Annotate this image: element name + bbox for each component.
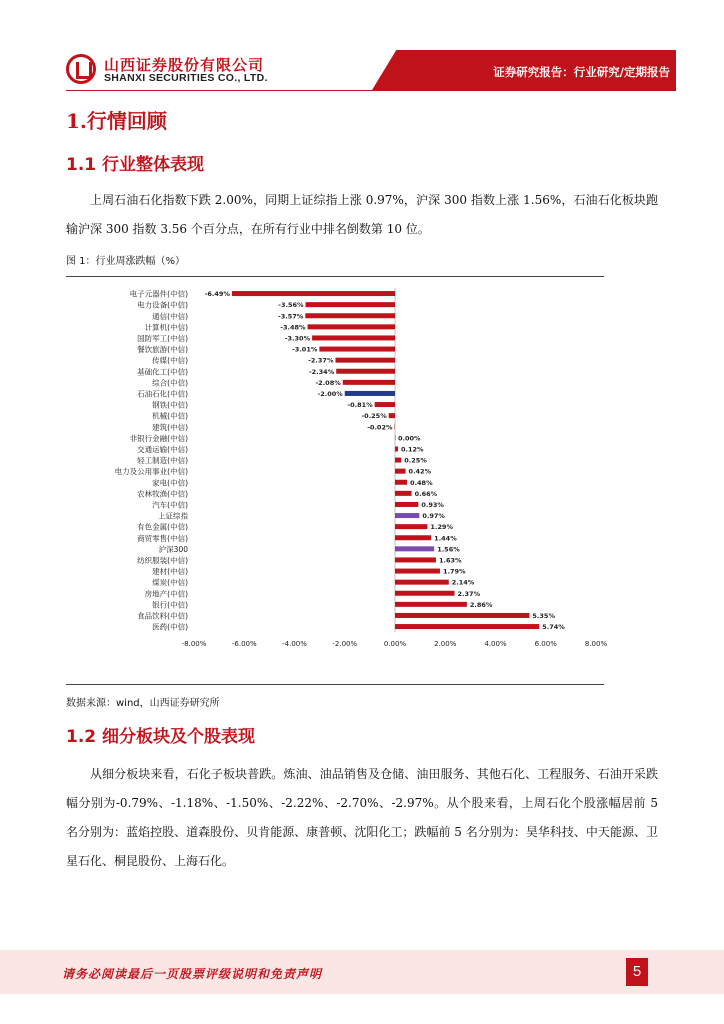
- figure-title: 图 1：行业周涨跌幅（%）: [66, 256, 186, 267]
- figure-bottom-rule: [66, 684, 604, 685]
- chart-category-label: 国防军工(中信): [137, 333, 188, 343]
- company-logo-icon: [66, 54, 96, 84]
- chart-bar: [306, 302, 395, 307]
- chart-category-label: 银行(中信): [152, 600, 188, 610]
- chart-category-label: 轻工制造(中信): [137, 456, 188, 466]
- chart-bar: [389, 413, 395, 418]
- chart-x-tick-label: 6.00%: [534, 640, 557, 649]
- chart-value-label: 1.79%: [442, 567, 466, 576]
- chart-x-tick-label: 8.00%: [584, 640, 608, 649]
- chart-value-label: -3.30%: [284, 334, 311, 343]
- chart-bar: [308, 324, 395, 329]
- chart-value-labels: [205, 290, 566, 631]
- chart-x-tick-label: 2.00%: [434, 640, 457, 649]
- chart-category-label: 机械(中信): [152, 411, 188, 421]
- chart-value-label: 5.35%: [532, 611, 555, 620]
- chart-bar: [395, 624, 539, 629]
- report-type: 证券研究报告：行业研究/定期报告: [493, 65, 670, 79]
- chart-x-tick-label: 0.00%: [383, 640, 407, 649]
- footer-disclaimer: 请务必阅读最后一页股票评级说明和免责声明: [62, 967, 323, 981]
- chart-category-label: 煤炭(中信): [152, 578, 188, 588]
- chart-value-label: -3.57%: [278, 312, 304, 321]
- chart-bar: [394, 424, 395, 429]
- chart-category-label: 医药(中信): [152, 622, 188, 632]
- chart-value-label: 0.12%: [401, 445, 424, 454]
- chart-bar: [395, 502, 418, 507]
- chart-bar: [395, 446, 398, 451]
- chart-value-label: 2.37%: [457, 589, 481, 598]
- chart-value-label: 0.97%: [422, 512, 445, 521]
- sectors-paragraph: 从细分板块来看，石化子板块普跌。炼油、油品销售及仓储、油田服务、其他石化、工程服务、石油开采跌幅分别为-0.79%、-1.18%、-1.50%、-2.22%、-2.70%、-2.97%。从个股来看，上周石化个股涨幅居前 5 名分别为：蓝焰控股、道森股份、贝肯能源、康普顿、沈阳化工；跌幅前 5 名分别为：昊华科技、中天能源、卫星石化、桐昆股份、上海石化。: [66, 767, 658, 868]
- chart-category-label: 综合(中信): [152, 378, 188, 388]
- chart-value-label: 5.74%: [542, 623, 565, 632]
- chart-bar: [395, 458, 401, 463]
- chart-value-label: 1.44%: [434, 534, 457, 543]
- chart-x-tick-label: 4.00%: [484, 640, 507, 649]
- chart-value-label: -3.56%: [278, 301, 304, 310]
- chart-bar: [343, 380, 395, 385]
- chart-category-label: 上证综指: [158, 511, 188, 521]
- chart-value-label: 0.48%: [410, 478, 433, 487]
- chart-bar: [395, 602, 467, 607]
- chart-x-tick-label: -6.00%: [231, 640, 257, 649]
- chart-value-label: -2.00%: [317, 389, 343, 398]
- figure-source: 数据来源：wind，山西证券研究所: [66, 698, 220, 709]
- chart-category-label: 传媒(中信): [152, 356, 188, 366]
- chart-bar: [395, 557, 436, 562]
- chart-category-labels: [115, 289, 189, 632]
- industry-change-chart: [66, 282, 626, 652]
- chart-bar: [395, 569, 440, 574]
- chart-category-label: 交通运输(中信): [137, 444, 188, 454]
- header-divider: [66, 90, 676, 91]
- chart-category-label: 基础化工(中信): [137, 367, 188, 377]
- chart-bar: [395, 469, 406, 474]
- chart-value-label: 1.29%: [430, 523, 453, 532]
- chart-category-label: 食品饮料(中信): [137, 611, 188, 621]
- chart-value-label: -3.48%: [280, 323, 306, 332]
- chart-category-label: 通信(中信): [152, 311, 188, 321]
- chart-bar: [305, 313, 395, 318]
- company-name-en: SHANXI SECURITIES CO., LTD.: [104, 72, 268, 84]
- chart-value-label: 1.56%: [437, 545, 460, 554]
- chart-value-label: 0.42%: [408, 467, 432, 476]
- chart-bar: [345, 391, 395, 396]
- chart-category-label: 商贸零售(中信): [137, 533, 188, 543]
- subsection-title-industry: 1.1 行业整体表现: [66, 155, 205, 175]
- chart-bar: [335, 358, 395, 363]
- chart-x-tick-labels: [182, 640, 608, 648]
- chart-category-label: 钢铁(中信): [152, 400, 188, 410]
- chart-value-label: -6.49%: [204, 290, 230, 299]
- chart-bar: [319, 347, 395, 352]
- chart-bar: [395, 591, 455, 596]
- chart-value-label: -3.01%: [292, 345, 318, 354]
- chart-category-label: 非银行金融(中信): [129, 433, 188, 443]
- chart-value-label: 2.86%: [469, 600, 493, 609]
- subsection-title-sectors: 1.2 细分板块及个股表现: [66, 727, 256, 747]
- chart-value-label: 0.93%: [421, 500, 444, 509]
- chart-value-label: -2.34%: [308, 367, 335, 376]
- chart-category-label: 石油石化(中信): [137, 389, 188, 399]
- chart-x-tick-label: -8.00%: [181, 640, 207, 649]
- chart-bar: [395, 546, 434, 551]
- chart-category-label: 建材(中信): [152, 567, 188, 577]
- chart-value-label: -0.02%: [367, 423, 393, 432]
- section-title: 1.行情回顾: [66, 109, 167, 133]
- chart-category-label: 电力设备(中信): [137, 300, 188, 310]
- figure-top-rule: [66, 276, 604, 277]
- chart-category-label: 电子元器件(中信): [129, 289, 188, 299]
- chart-bar: [395, 580, 449, 585]
- chart-value-label: -0.81%: [347, 401, 373, 410]
- chart-bar: [395, 435, 396, 440]
- chart-bar: [375, 402, 395, 407]
- chart-category-label: 房地产(中信): [144, 589, 188, 599]
- chart-value-label: -2.37%: [308, 356, 334, 365]
- chart-bar: [395, 535, 431, 540]
- chart-value-label: 2.14%: [451, 578, 475, 587]
- chart-category-label: 餐饮旅游(中信): [137, 345, 188, 355]
- chart-bar: [395, 613, 529, 618]
- industry-paragraph: 上周石油石化指数下跌 2.00%，同期上证综指上涨 0.97%，沪深 300 指数上涨 1.56%，石油石化板块跑输沪深 300 指数 3.56 个百分点，在所有行业中排名倒数第 10 位。: [66, 193, 658, 236]
- chart-value-label: 0.66%: [414, 489, 438, 498]
- chart-category-label: 沪深300: [158, 544, 188, 554]
- chart-bar: [395, 524, 427, 529]
- chart-bar: [395, 513, 419, 518]
- chart-value-label: -2.08%: [315, 378, 341, 387]
- chart-category-label: 家电(中信): [152, 478, 188, 488]
- chart-category-label: 农林牧渔(中信): [137, 489, 188, 499]
- chart-value-label: -0.25%: [361, 412, 387, 421]
- chart-value-label: 0.00%: [398, 434, 421, 443]
- chart-x-tick-label: -4.00%: [282, 640, 307, 649]
- chart-bar: [232, 291, 395, 296]
- chart-category-label: 汽车(中信): [152, 500, 188, 510]
- chart-bar: [395, 491, 412, 496]
- page-number: 5: [626, 958, 648, 986]
- chart-value-label: 1.63%: [438, 556, 462, 565]
- chart-x-tick-label: -2.00%: [332, 640, 358, 649]
- company-name-cn: 山西证券股份有限公司: [104, 56, 265, 74]
- chart-category-label: 纺织服装(中信): [137, 555, 188, 565]
- chart-value-label: 0.25%: [404, 456, 427, 465]
- chart-bar: [395, 480, 407, 485]
- chart-category-label: 有色金属(中信): [137, 522, 188, 532]
- chart-category-label: 建筑(中信): [152, 422, 188, 432]
- chart-bar: [312, 335, 395, 340]
- chart-category-label: 计算机(中信): [144, 322, 188, 332]
- chart-bars: [232, 291, 539, 629]
- chart-bar: [336, 369, 395, 374]
- chart-category-label: 电力及公用事业(中信): [114, 467, 188, 477]
